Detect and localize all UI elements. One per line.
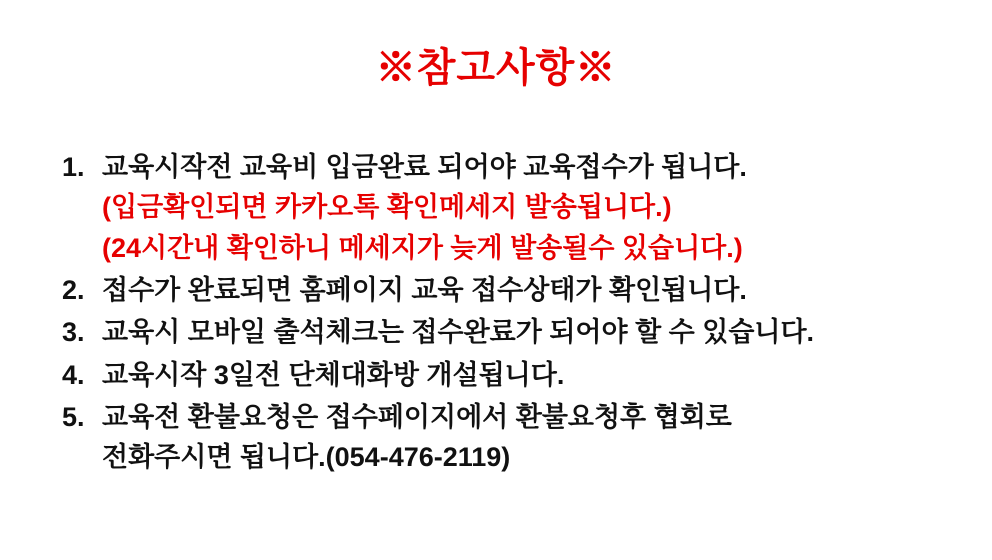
list-item-line: 교육전 환불요청은 접수페이지에서 환불요청후 협회로 <box>102 401 732 432</box>
list-item-line: (24시간내 확인하니 메세지가 늦게 발송될수 있습니다.) <box>102 232 743 263</box>
notice-list <box>62 148 952 481</box>
list-item-number: 3. <box>62 317 85 348</box>
list-item-line: 접수가 완료되면 홈페이지 교육 접수상태가 확인됩니다. <box>102 274 747 305</box>
list-item <box>62 356 952 394</box>
list-item <box>62 313 952 351</box>
list-item-line: 전화주시면 됩니다.(054-476-2119) <box>102 442 511 473</box>
page-title: ※참고사항※ <box>375 46 617 90</box>
list-item-number: 2. <box>62 274 85 305</box>
list-item-number: 5. <box>62 401 85 432</box>
list-item-body <box>102 148 952 267</box>
list-item-body <box>102 398 952 477</box>
list-item-line: (입금확인되면 카카오톡 확인메세지 발송됩니다.) <box>102 192 672 223</box>
list-item <box>62 271 952 309</box>
list-item-body <box>102 356 952 394</box>
list-item-number: 1. <box>62 152 85 182</box>
list-item-body <box>102 271 952 309</box>
list-item-number: 4. <box>62 359 85 390</box>
list-item <box>62 398 952 477</box>
list-item-line: 교육시작전 교육비 입금완료 되어야 교육접수가 됩니다. <box>102 152 747 182</box>
list-item-line: 교육시작 3일전 단체대화방 개설됩니다. <box>102 359 565 390</box>
list-item-body <box>102 313 952 351</box>
list-item <box>62 148 952 267</box>
list-item-line: 교육시 모바일 출석체크는 접수완료가 되어야 할 수 있습니다. <box>102 317 815 348</box>
